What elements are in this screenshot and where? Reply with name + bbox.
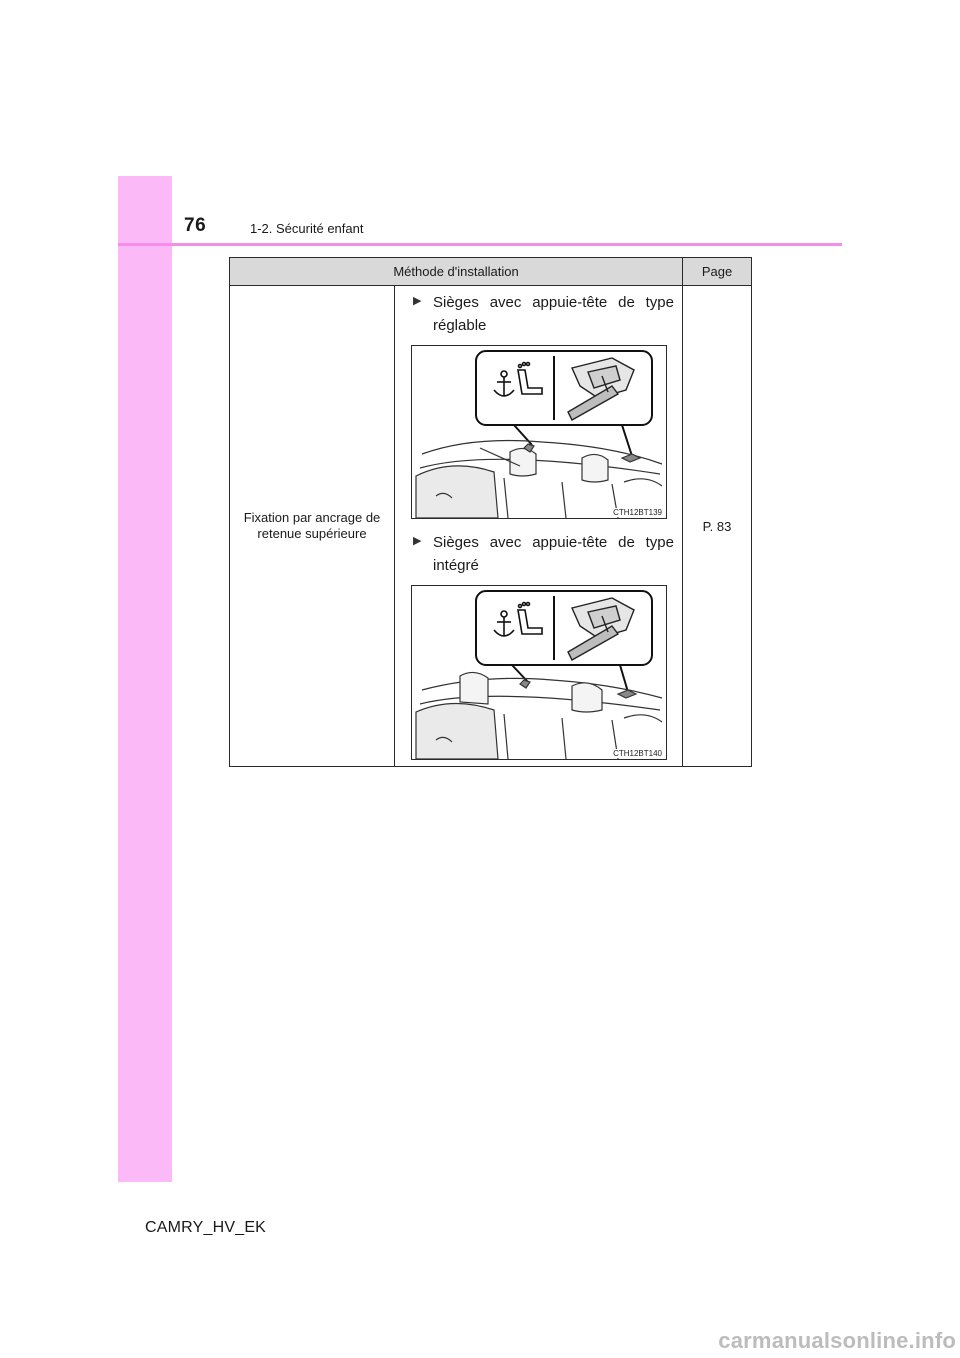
triangle-bullet-icon: ▶: [413, 295, 422, 307]
figure-code: CTH12BT139: [613, 508, 662, 517]
installation-method-table: [229, 257, 752, 767]
figure-code: CTH12BT140: [613, 749, 662, 758]
header-page: Page: [683, 258, 752, 286]
side-tab-band: [118, 176, 172, 1182]
table-header-row: [230, 258, 752, 286]
method-cell: Fixation par ancrage de retenue supérieure: [230, 286, 395, 767]
list-item: [395, 291, 682, 337]
description-cell: [395, 286, 683, 767]
list-item-text: Sièges avec appuie-tête de type réglable: [433, 294, 674, 334]
model-code: CAMRY_HV_EK: [145, 1219, 267, 1236]
page-reference-cell: P. 83: [683, 286, 752, 767]
triangle-bullet-icon: ▶: [413, 535, 422, 547]
watermark: carmanualsonline.info: [718, 1328, 956, 1353]
illustration-adjustable-headrest: [411, 345, 667, 519]
illustration-integrated-headrest: [411, 585, 667, 760]
list-item: [395, 531, 682, 577]
header-method: Méthode d'installation: [230, 258, 683, 286]
page-number: 76: [184, 215, 207, 236]
header-divider: [118, 243, 842, 246]
rear-seat-anchor-illustration: [412, 586, 666, 759]
list-item-text: Sièges avec appuie-tête de type intégré: [433, 534, 674, 574]
rear-seat-anchor-illustration: [412, 346, 666, 518]
section-title: 1-2. Sécurité enfant: [250, 221, 364, 236]
table-row: [230, 286, 752, 767]
